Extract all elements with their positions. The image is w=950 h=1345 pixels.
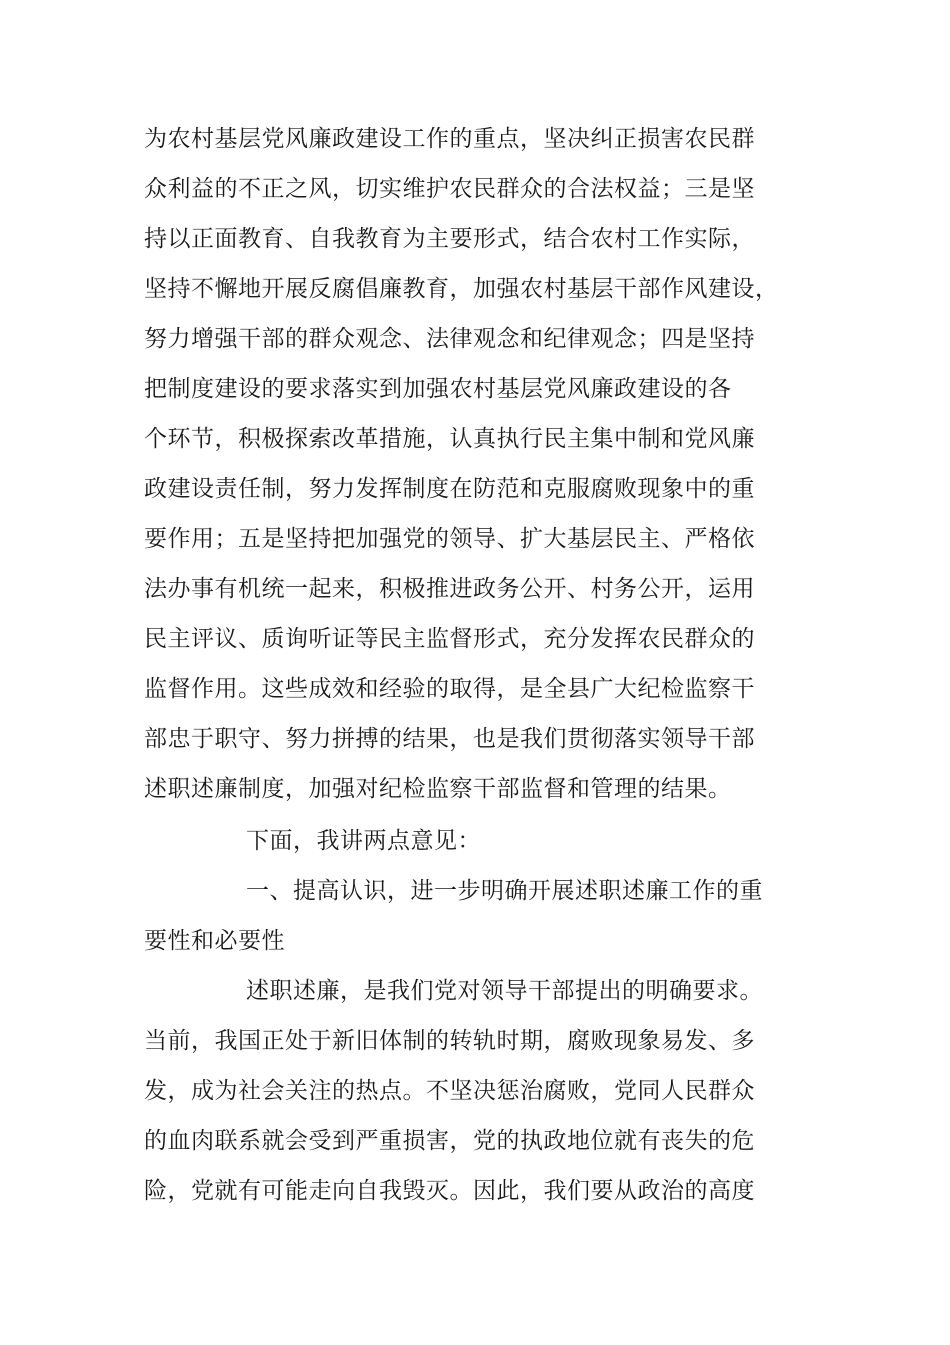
body-text-line: 的血肉联系就会受到严重损害，党的执政地位就有丧失的危 bbox=[144, 1128, 755, 1154]
body-text-line: 众利益的不正之风，切实维护农民群众的合法权益；三是坚 bbox=[144, 176, 755, 202]
body-text-line: 持以正面教育、自我教育为主要形式，结合农村工作实际， bbox=[144, 226, 755, 252]
body-text-line: 为农村基层党风廉政建设工作的重点，坚决纠正损害农民群 bbox=[144, 126, 755, 152]
body-text-line: 部忠于职守、努力拼搏的结果，也是我们贯彻落实领导干部 bbox=[144, 726, 755, 752]
body-text-line: 发，成为社会关注的热点。不坚决惩治腐败，党同人民群众 bbox=[144, 1078, 755, 1104]
body-text-line: 险，党就有可能走向自我毁灭。因此，我们要从政治的高度 bbox=[144, 1178, 755, 1204]
paragraph-intro: 下面，我讲两点意见： bbox=[246, 828, 481, 854]
body-text-line: 坚持不懈地开展反腐倡廉教育，加强农村基层干部作风建设， bbox=[144, 276, 779, 302]
body-text-line: 努力增强干部的群众观念、法律观念和纪律观念；四是坚持 bbox=[144, 326, 755, 352]
paragraph-start: 述职述廉，是我们党对领导干部提出的明确要求。 bbox=[246, 978, 763, 1004]
body-text-line: 监督作用。这些成效和经验的取得，是全县广大纪检监察干 bbox=[144, 676, 755, 702]
body-text-line: 政建设责任制，努力发挥制度在防范和克服腐败现象中的重 bbox=[144, 476, 755, 502]
body-text-line: 个环节，积极探索改革措施，认真执行民主集中制和党风廉 bbox=[144, 426, 755, 452]
section-heading: 一、提高认识，进一步明确开展述职述廉工作的重 bbox=[246, 878, 763, 904]
section-heading-continued: 要性和必要性 bbox=[144, 928, 285, 954]
body-text-line: 民主评议、质询听证等民主监督形式，充分发挥农民群众的 bbox=[144, 626, 755, 652]
body-text-line: 法办事有机统一起来，积极推进政务公开、村务公开，运用 bbox=[144, 576, 755, 602]
body-text-line: 当前，我国正处于新旧体制的转轨时期，腐败现象易发、多 bbox=[144, 1028, 755, 1054]
body-text-line: 把制度建设的要求落实到加强农村基层党风廉政建设的各 bbox=[144, 376, 732, 402]
body-text-line: 述职述廉制度，加强对纪检监察干部监督和管理的结果。 bbox=[144, 776, 732, 802]
body-text-line: 要作用；五是坚持把加强党的领导、扩大基层民主、严格依 bbox=[144, 526, 755, 552]
